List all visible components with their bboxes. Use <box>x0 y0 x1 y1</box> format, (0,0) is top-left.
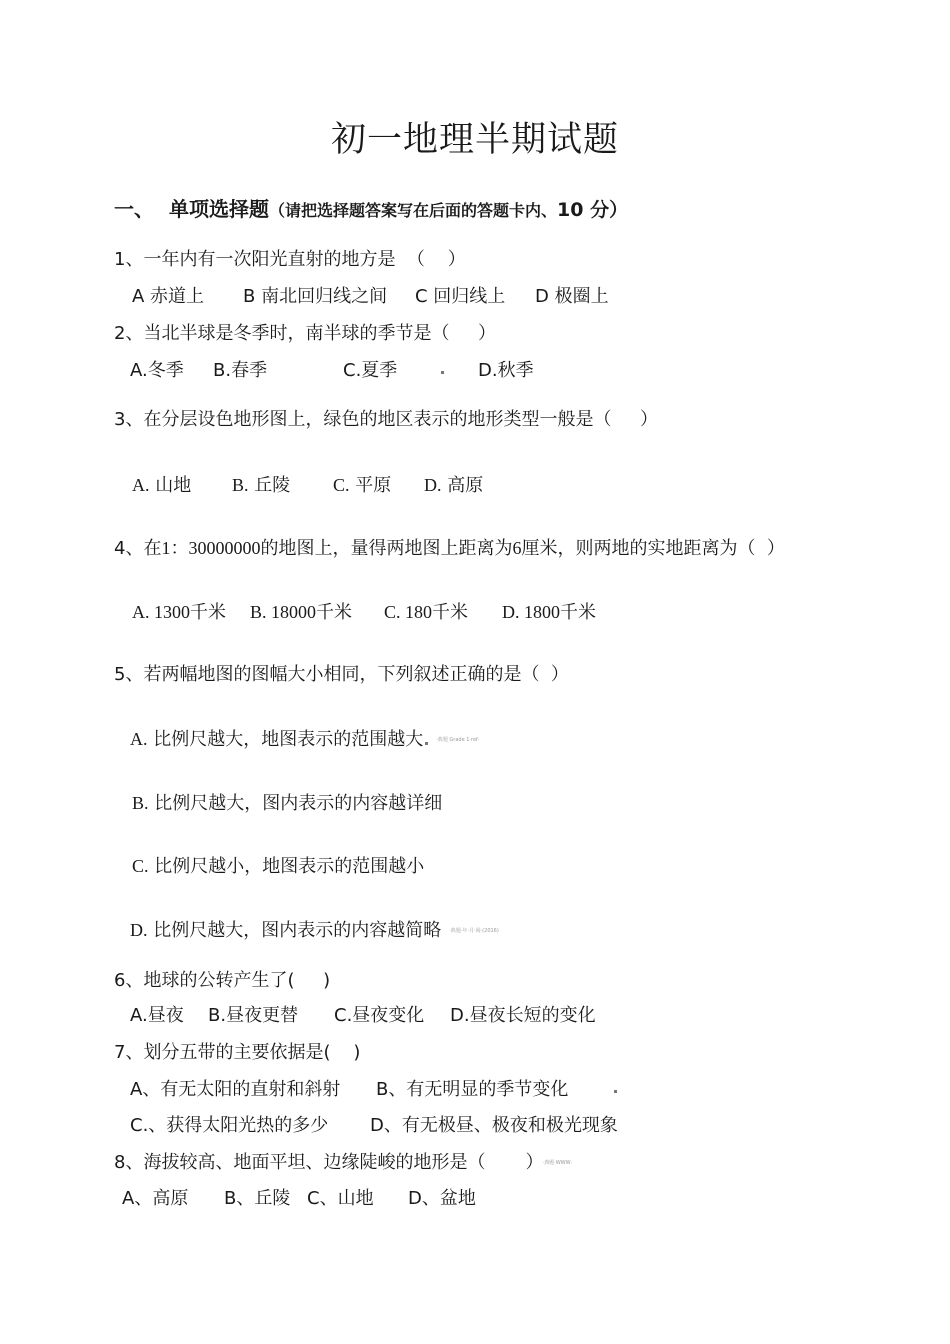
question-1-option-d: D 极圈上 <box>535 286 609 307</box>
question-3-option-a: A. 山地 <box>132 475 192 496</box>
speck-mark <box>614 1090 617 1093</box>
question-5-option-b: B. 比例尺越大，图内表示的内容越详细 <box>132 793 443 814</box>
question-6-option-d: D.昼夜长短的变化 <box>450 1005 596 1026</box>
question-1-stem: 1、一年内有一次阳光直射的地方是 （ ） <box>114 249 466 270</box>
question-1-option-a: A 赤道上 <box>132 286 205 307</box>
question-5-stem: 5、若两幅地图的图幅大小相同，下列叙述正确的是（ ） <box>114 664 569 685</box>
section-score: 10 分） <box>557 199 629 221</box>
question-1-option-c: C 回归线上 <box>415 286 506 307</box>
question-8-option-c: C、山地 <box>307 1188 374 1209</box>
question-8-option-a: A、高原 <box>122 1188 189 1209</box>
question-2-option-a: A.冬季 <box>130 360 184 381</box>
section-heading <box>114 194 628 226</box>
question-6-option-a: A.昼夜 <box>130 1005 184 1026</box>
question-6-option-c: C.昼夜变化 <box>334 1005 425 1026</box>
question-8-option-b: B、丘陵 <box>224 1188 291 1209</box>
question-7-option-c: C.、获得太阳光热的多少 <box>130 1115 329 1136</box>
question-6-stem: 6、地球的公转产生了( ) <box>114 970 331 991</box>
question-7-option-a: A、有无太阳的直射和斜射 <box>130 1079 341 1100</box>
question-3-option-c: C. 平原 <box>333 475 392 496</box>
section-note: （请把选择题答案写在后面的答题卡内、 <box>269 201 558 220</box>
question-3-option-d: D. 高原 <box>424 475 484 496</box>
question-8-stem: 8、海拔较高、地面平坦、边缘陡峻的地形是（ ） ·典题·WWW· <box>114 1152 573 1173</box>
question-1-option-b: B 南北回归线之间 <box>243 286 388 307</box>
question-2-stem: 2、当北半球是冬季时，南半球的季节是（ ） <box>114 323 497 344</box>
question-8-option-d: D、盆地 <box>408 1188 476 1209</box>
question-7-stem: 7、划分五带的主要依据是( ) <box>114 1042 361 1063</box>
section-number: 一、 <box>114 197 154 221</box>
question-2-option-b: B.春季 <box>213 360 268 381</box>
section-title: 单项选择题 <box>169 197 269 221</box>
question-3-stem: 3、在分层设色地形图上，绿色的地区表示的地形类型一般是（ ） <box>114 409 659 430</box>
question-5-option-d: D. 比例尺越大，图内表示的内容越简略 ·典题·年·月·阅·(2016) <box>130 920 499 941</box>
question-3-option-b: B. 丘陵 <box>232 475 291 496</box>
question-4-option-a: A. 1300千米 <box>132 602 226 623</box>
question-4-option-d: D. 1800千米 <box>502 602 596 623</box>
speck-mark <box>441 371 444 374</box>
question-4-stem: 4、在1：30000000的地图上，量得两地图上距离为6厘米，则两地的实地距离为（ ） <box>114 538 785 559</box>
question-5-option-a: A. 比例尺越大，地图表示的范围越大 ·典题 Grade 1·ref· <box>130 729 480 750</box>
question-4-option-c: C. 180千米 <box>384 602 469 623</box>
question-5-option-c: C. 比例尺越小，地图表示的范围越小 <box>132 856 425 877</box>
question-7-option-d: D、有无极昼、极夜和极光现象 <box>370 1115 618 1136</box>
question-7-option-b: B、有无明显的季节变化 <box>376 1079 569 1100</box>
question-6-option-b: B.昼夜更替 <box>208 1005 299 1026</box>
page-title: 初一地理半期试题 <box>330 120 619 160</box>
question-4-option-b: B. 18000千米 <box>250 602 353 623</box>
question-2-option-c: C.夏季 <box>343 360 398 381</box>
question-2-option-d: D.秋季 <box>478 360 534 381</box>
